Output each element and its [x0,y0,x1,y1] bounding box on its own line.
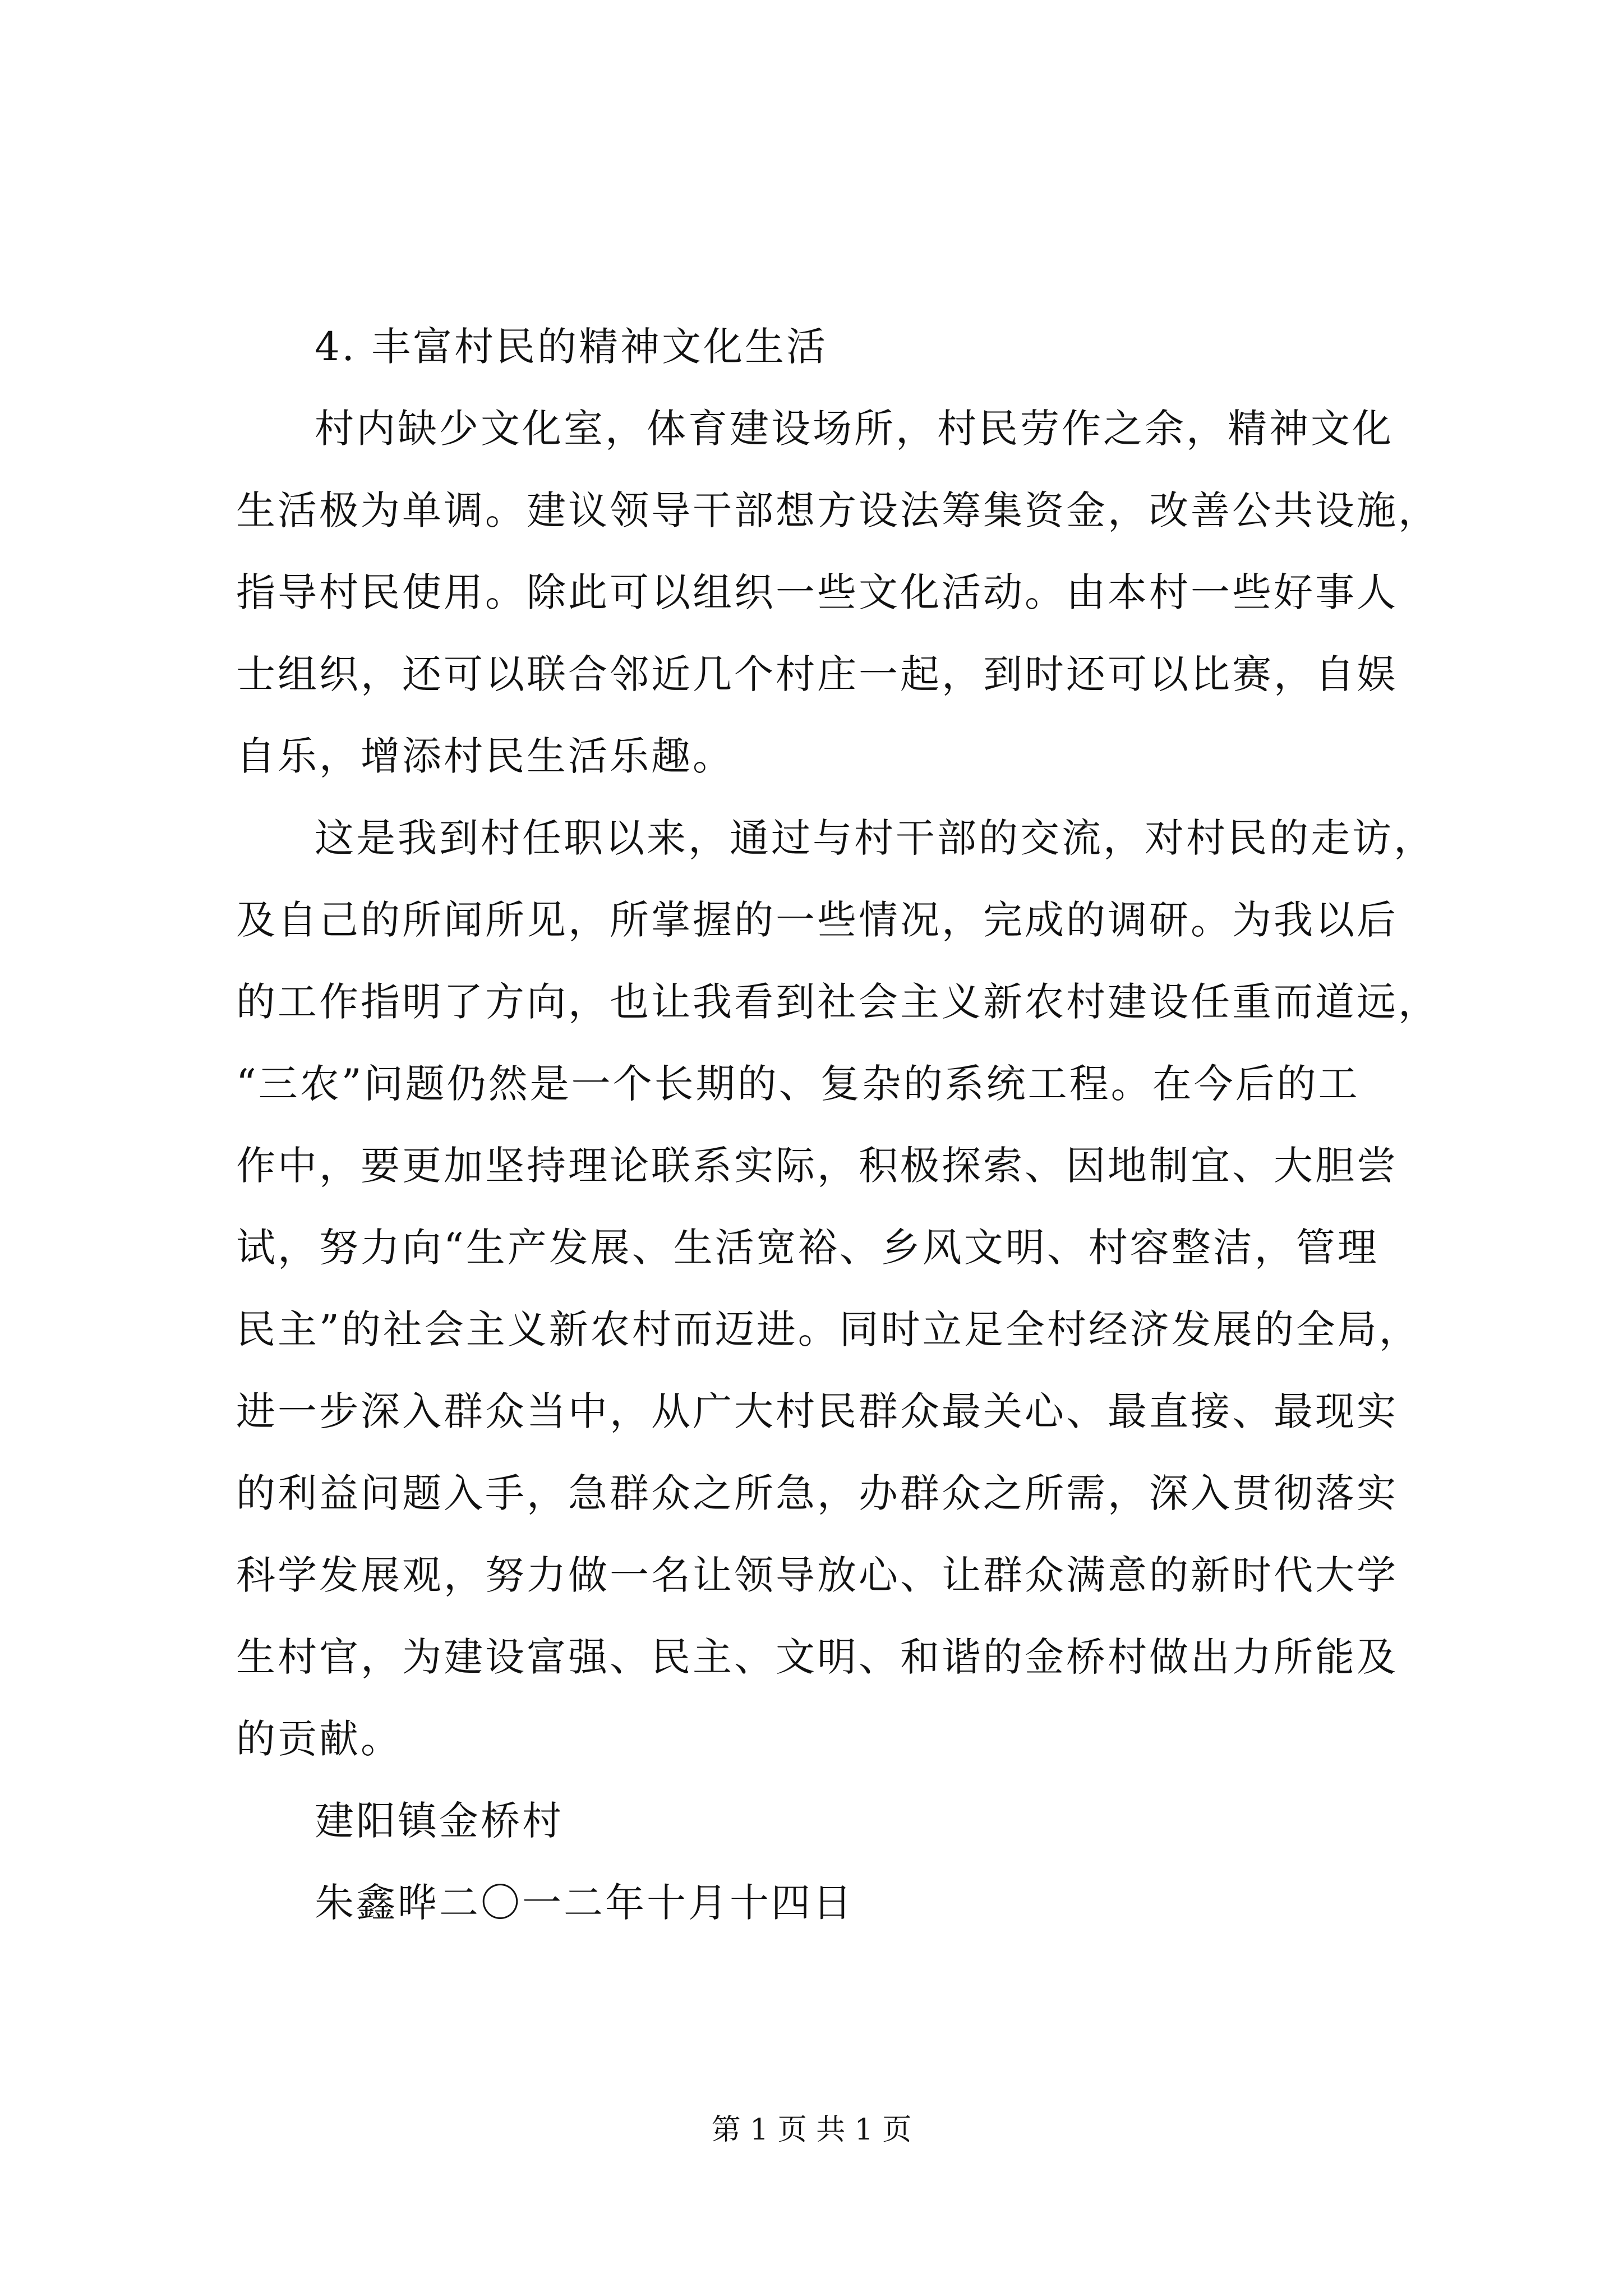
signature-place: 建阳镇金桥村 [315,1798,564,1844]
paragraph-line: 的贡献。 [236,1716,402,1762]
paragraph-line: 试，努力向“生产发展、生活宽裕、乡风文明、村容整洁，管理 [236,1225,1379,1271]
paragraph-line: 这是我到村任职以来，通过与村干部的交流，对村民的走访， [315,815,1435,861]
paragraph-line: 生活极为单调。建议领导干部想方设法筹集资金，改善公共设施， [236,487,1440,533]
paragraph-line: 进一步深入群众当中，从广大村民群众最关心、最直接、最现实 [236,1388,1398,1434]
paragraph-line: 的工作指明了方向，也让我看到社会主义新农村建设任重而道远， [236,979,1440,1025]
paragraph-line: 村内缺少文化室，体育建设场所，村民劳作之余，精神文化 [315,406,1394,452]
paragraph-line: 的利益问题入手，急群众之所急，办群众之所需，深入贯彻落实 [236,1470,1398,1516]
paragraph-line: 作中，要更加坚持理论联系实际，积极探索、因地制宜、大胆尝 [236,1143,1398,1189]
paragraph-conclusion [236,797,1440,1780]
page-footer: 第 1 页 共 1 页 [711,2113,912,2147]
paragraph-line: 指导村民使用。除此可以组织一些文化活动。由本村一些好事人 [236,569,1398,615]
document-body [236,306,1440,1944]
paragraph-line: 自乐，增添村民生活乐趣。 [236,733,734,779]
paragraph-line: “三农”问题仍然是一个长期的、复杂的系统工程。在今后的工 [236,1061,1360,1107]
section-heading: 4. 丰富村民的精神文化生活 [315,324,828,370]
paragraph-line: 生村官，为建设富强、民主、文明、和谐的金桥村做出力所能及 [236,1634,1398,1680]
paragraph-line: 及自己的所闻所见，所掌握的一些情况，完成的调研。为我以后 [236,897,1398,943]
paragraph-line: 士组织，还可以联合邻近几个村庄一起，到时还可以比赛，自娱 [236,651,1398,697]
paragraph-culture-life [236,388,1440,797]
paragraph-line: 民主”的社会主义新农村而迈进。同时立足全村经济发展的全局， [236,1306,1421,1352]
paragraph-line: 科学发展观，努力做一名让领导放心、让群众满意的新时代大学 [236,1552,1398,1598]
signature-name-date: 朱鑫晔二〇一二年十月十四日 [315,1880,854,1926]
